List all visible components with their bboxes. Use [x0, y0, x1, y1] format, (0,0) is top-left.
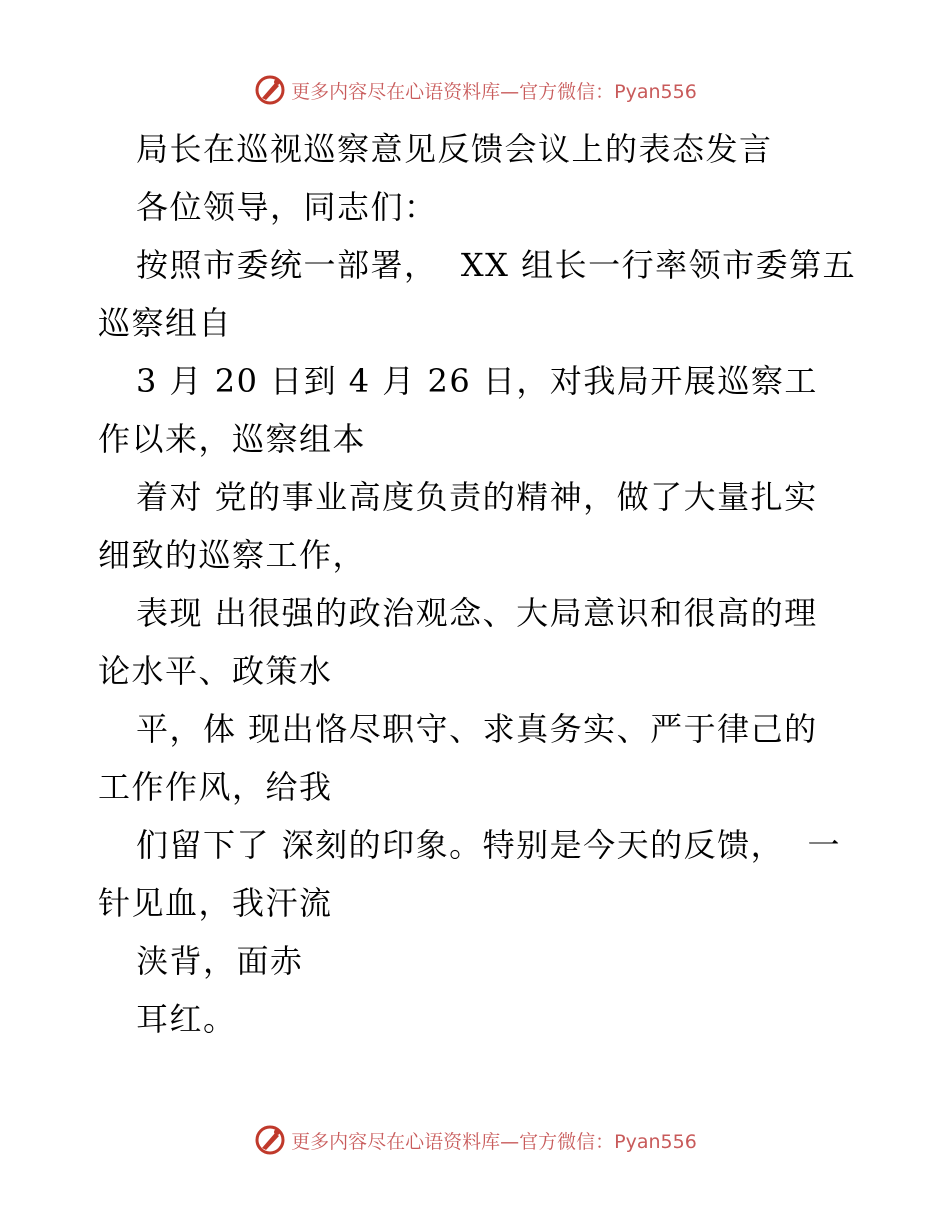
pen-logo-icon: [253, 1123, 287, 1157]
pen-logo-icon: [253, 73, 287, 107]
text-line: 工作作风，给我: [98, 768, 333, 806]
text-line: 按照市委统一部署， XX 组长一行率领市委第五: [136, 246, 857, 284]
text-line: 巡察组自: [98, 304, 233, 342]
text-line: 作以来，巡察组本: [98, 420, 367, 458]
text-line: 耳红。: [136, 1000, 237, 1038]
text-line: 论水平、政策水: [98, 652, 333, 690]
watermark-text: 更多内容尽在心语资料库—官方微信：Pyan556: [291, 80, 697, 103]
document-body: [98, 120, 868, 1048]
watermark-text: 更多内容尽在心语资料库—官方微信：Pyan556: [291, 1130, 697, 1153]
text-line: 3 月 20 日到 4 月 26 日，对我局开展巡察工: [136, 362, 818, 400]
text-line: 平，体 现出恪尽职守、求真务实、严于律己的: [136, 710, 818, 748]
text-line: 细致的巡察工作，: [98, 536, 367, 574]
text-line: 针见血，我汗流: [98, 884, 333, 922]
text-line: 各位领导，同志们：: [136, 188, 438, 226]
text-line: 着对 党的事业高度负责的精神，做了大量扎实: [136, 478, 818, 516]
text-line: 们留下了 深刻的印象。特别是今天的反馈， 一: [136, 826, 842, 864]
text-line: 表现 出很强的政治观念、大局意识和很高的理: [136, 594, 818, 632]
header-watermark-banner: [0, 70, 950, 110]
document-title: 局长在巡视巡察意见反馈会议上的表态发言: [136, 130, 773, 168]
footer-watermark-banner: [0, 1120, 950, 1160]
text-line: 浃背，面赤: [136, 942, 304, 980]
